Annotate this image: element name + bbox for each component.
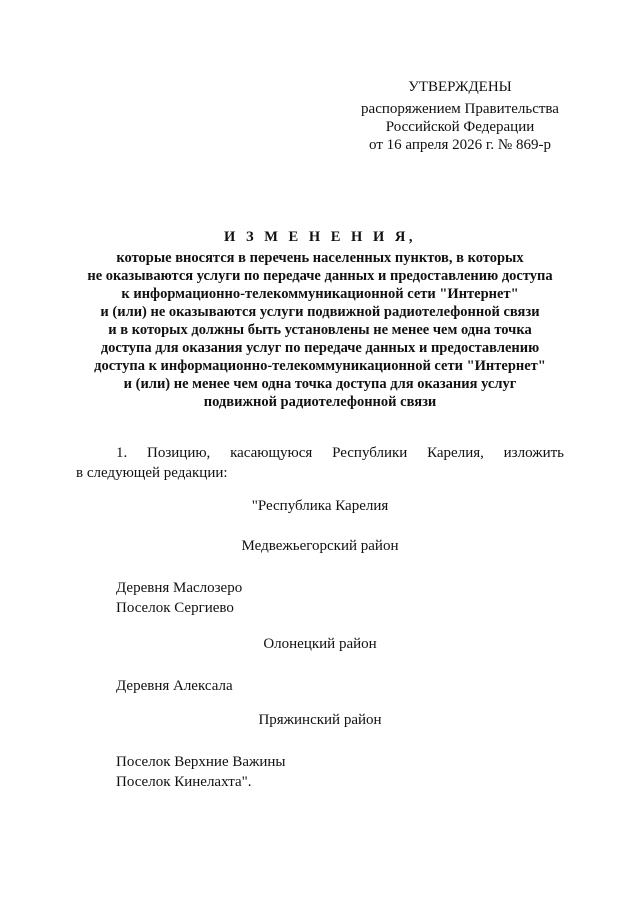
district-heading: Пряжинский район bbox=[258, 712, 382, 728]
title-line: которые вносятся в перечень населенных пунктов, в которых bbox=[116, 250, 524, 266]
title-line: доступа для оказания услуг по передаче данных и предоставлению bbox=[100, 340, 540, 356]
settlement-item: Поселок Сергиево bbox=[116, 600, 234, 616]
title-line: не оказываются услуги по передаче данных и предоставлению доступа bbox=[87, 268, 553, 284]
district-heading: Олонецкий район bbox=[263, 636, 377, 652]
approval-block bbox=[340, 78, 580, 154]
title-line: и (или) не оказываются услуги подвижной радиотелефонной связи bbox=[100, 304, 540, 320]
approval-heading: УТВЕРЖДЕНЫ bbox=[408, 79, 512, 95]
settlement-item: Деревня Маслозеро bbox=[116, 580, 243, 596]
title-heading: И З М Е Н Е Н И Я, bbox=[224, 229, 416, 245]
title-line: к информационно-телекоммуникационной сети "Интернет" bbox=[121, 286, 519, 302]
title-line: подвижной радиотелефонной связи bbox=[203, 394, 437, 410]
approval-line: Российской Федерации bbox=[385, 119, 535, 135]
body-paragraph bbox=[76, 443, 564, 483]
settlement-list bbox=[116, 676, 233, 696]
region-heading: "Республика Карелия bbox=[251, 498, 389, 514]
paragraph-line-1: 1. Позицию, касающуюся Республики Карелия, изложить bbox=[116, 445, 564, 461]
title-line: доступа к информационно-телекоммуникационной сети "Интернет" bbox=[94, 358, 546, 374]
settlement-item: Поселок Кинелахта". bbox=[116, 774, 252, 790]
district-heading: Медвежьегорский район bbox=[241, 538, 399, 554]
title-line: и в которых должны быть установлены не менее чем одна точка bbox=[108, 322, 532, 338]
document-title bbox=[0, 228, 640, 411]
title-line: и (или) не менее чем одна точка доступа для оказания услуг bbox=[123, 376, 517, 392]
settlement-list bbox=[116, 578, 242, 618]
settlement-list bbox=[116, 752, 286, 792]
settlement-item: Деревня Алексала bbox=[116, 678, 233, 694]
approval-line: от 16 апреля 2026 г. № 869-р bbox=[369, 137, 551, 153]
paragraph-line-2: в следующей редакции: bbox=[76, 465, 228, 481]
approval-line: распоряжением Правительства bbox=[361, 101, 559, 117]
settlement-item: Поселок Верхние Важины bbox=[116, 754, 286, 770]
